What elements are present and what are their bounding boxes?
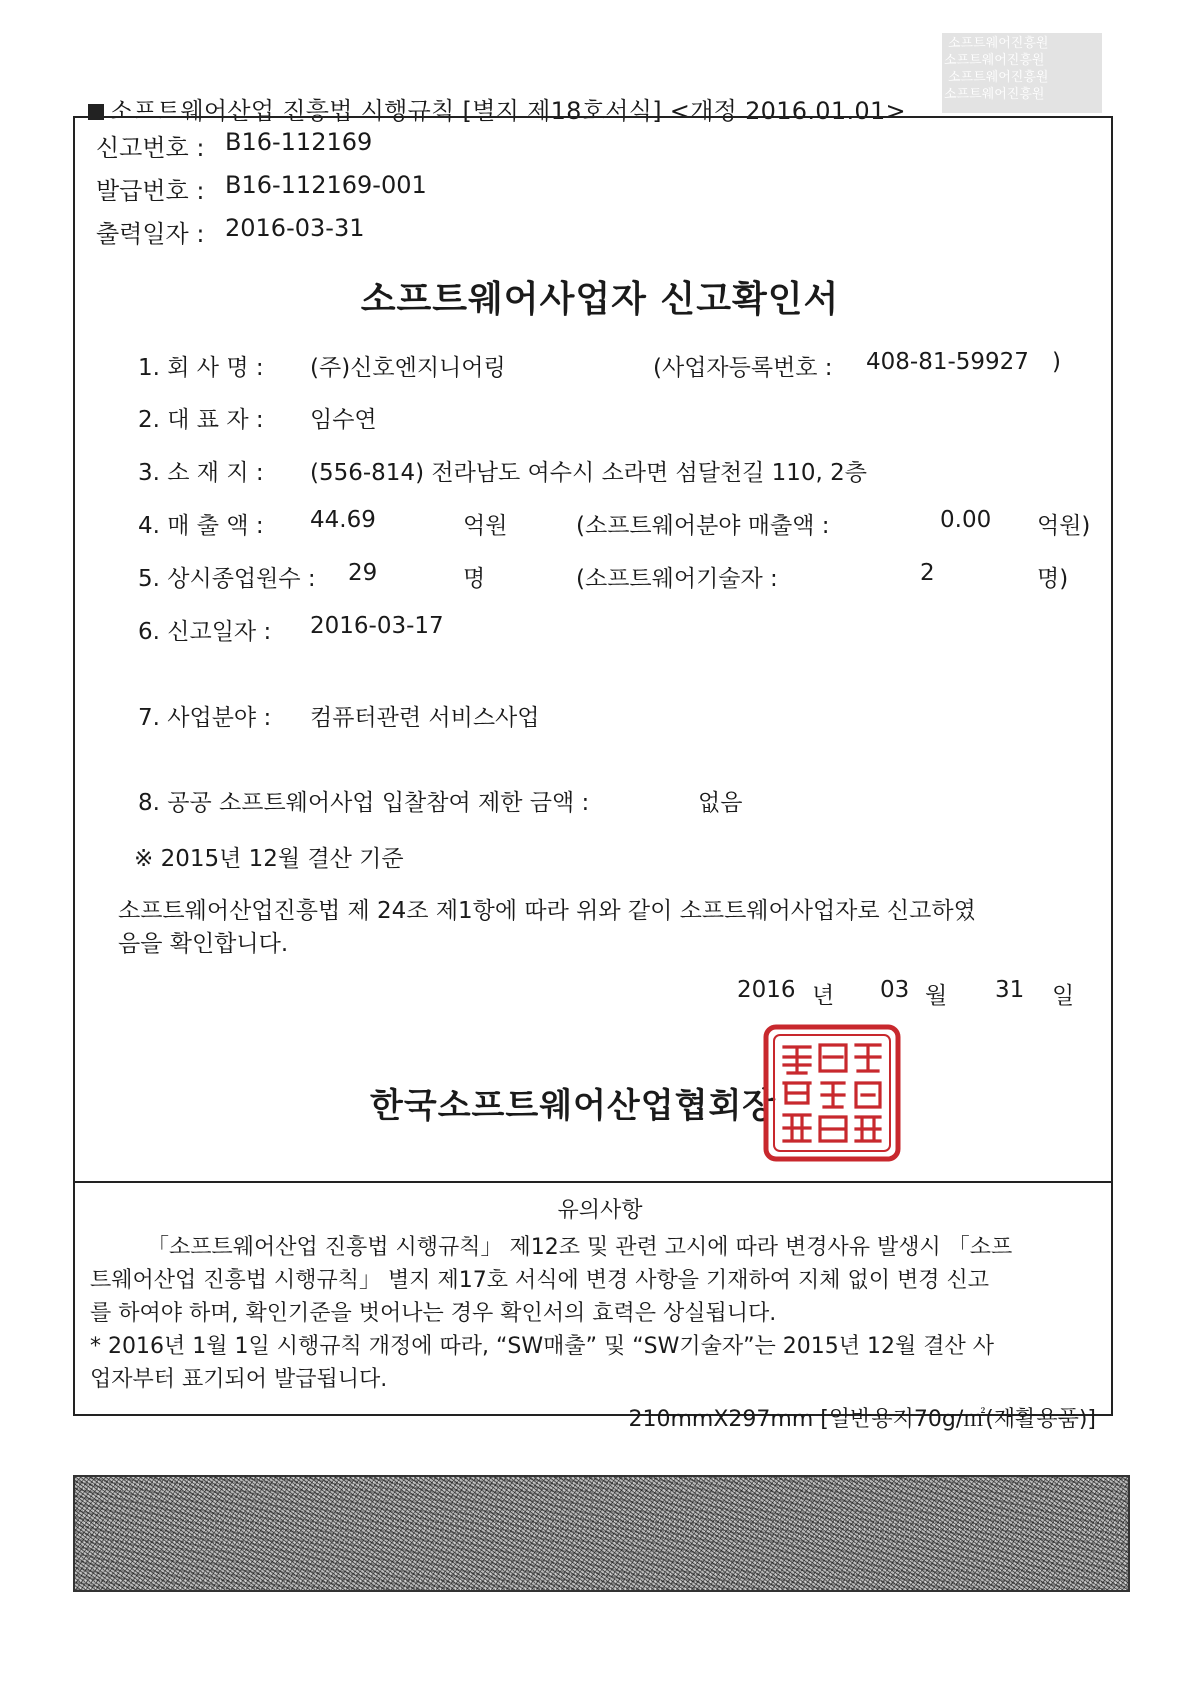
sw-tech-unit: 명) (1037, 566, 1069, 592)
report-number-value: B16-112169 (225, 128, 373, 156)
bid-limit-value: 없음 (698, 790, 743, 816)
report-date-label: 6. 신고일자 : (138, 619, 272, 645)
issue-month-unit: 월 (925, 983, 948, 1009)
registration-close: ) (1052, 349, 1061, 375)
issue-number-value: B16-112169-001 (225, 171, 427, 199)
report-number-label: 신고번호 : (96, 134, 205, 162)
employees-unit: 명 (463, 566, 486, 592)
business-field-value: 컴퓨터관련 서비스사업 (310, 705, 540, 731)
issue-year-unit: 년 (812, 983, 835, 1009)
revenue-value: 44.69 (310, 507, 376, 533)
sw-tech-label: (소프트웨어기술자 : (576, 566, 778, 592)
address-value: (556-814) 전라남도 여수시 소라면 섬달천길 110, 2층 (310, 460, 868, 486)
revenue-label: 4. 매 출 액 : (138, 513, 264, 539)
employees-value: 29 (348, 560, 378, 586)
representative-label: 2. 대 표 자 : (138, 407, 264, 433)
company-label: 1. 회 사 명 : (138, 355, 264, 381)
issue-month: 03 (880, 977, 910, 1003)
confirmation-line: 음을 확인합니다. (118, 931, 289, 957)
address-label: 3. 소 재 지 : (138, 460, 264, 486)
document-title: 소프트웨어사업자 신고확인서 (360, 279, 840, 320)
notice-line: 를 하여야 하며, 확인기준을 벗어나는 경우 확인서의 효력은 상실됩니다. (90, 1301, 777, 1326)
notice-line: 업자부터 표기되어 발급됩니다. (90, 1367, 388, 1392)
sw-revenue-value: 0.00 (940, 507, 992, 533)
business-field-label: 7. 사업분야 : (138, 705, 272, 731)
issue-day-unit: 일 (1052, 983, 1075, 1009)
form-header-text: 소프트웨어산업 진흥법 시행규칙 [별지 제18호서식] <개정 2016.01.01> (110, 97, 906, 125)
confirmation-line: 소프트웨어산업진흥법 제 24조 제1항에 따라 위와 같이 소프트웨어사업자로 신고하였 (118, 898, 976, 924)
notice-line: 트웨어산업 진흥법 시행규칙」 별지 제17호 서식에 변경 사항을 기재하여 지체 없이 변경 신고 (90, 1268, 989, 1293)
watermark-text: 소프트웨어진흥원 (948, 36, 1049, 51)
watermark-text: 소프트웨어진흥원 (948, 70, 1049, 85)
watermark-text: 소프트웨어진흥원 (944, 53, 1045, 68)
registration-label: (사업자등록번호 : (653, 355, 833, 381)
sw-revenue-label: (소프트웨어분야 매출액 : (576, 513, 830, 539)
issue-year: 2016 (737, 977, 796, 1003)
report-date-value: 2016-03-17 (310, 613, 444, 639)
notice-line: 「소프트웨어산업 진흥법 시행규칙」 제12조 및 관련 고시에 따라 변경사유 발생시 「소프 (147, 1235, 1013, 1260)
notice-title: 유의사항 (557, 1198, 643, 1223)
employees-label: 5. 상시종업원수 : (138, 566, 316, 592)
bid-limit-label: 8. 공공 소프트웨어사업 입찰참여 제한 금액 : (138, 790, 590, 816)
watermark-text: 소프트웨어진흥원 (944, 87, 1045, 102)
print-date-value: 2016-03-31 (225, 214, 365, 242)
sw-revenue-unit: 억원) (1037, 513, 1091, 539)
corner-watermark-stamp (942, 33, 1102, 113)
company-name: (주)신호엔지니어링 (310, 355, 506, 381)
revenue-unit: 억원 (463, 513, 508, 539)
security-pattern-band (73, 1475, 1130, 1592)
issuing-authority: 한국소프트웨어산업협회장 (370, 1086, 777, 1126)
issue-day: 31 (995, 977, 1025, 1003)
registration-number: 408-81-59927 (866, 349, 1029, 375)
notice-line: * 2016년 1월 1일 시행규칙 개정에 따라, “SW매출” 및 “SW기술자”는 2015년 12월 결산 사 (90, 1334, 994, 1359)
sw-tech-value: 2 (920, 560, 935, 586)
basis-note: ※ 2015년 12월 결산 기준 (134, 846, 404, 872)
paper-size-note: 210mmX297mm [일반용지70g/㎡(재활용품)] (628, 1407, 1096, 1432)
official-seal (762, 1023, 902, 1163)
print-date-label: 출력일자 : (96, 220, 205, 248)
notice-divider (73, 1181, 1113, 1183)
issue-number-label: 발급번호 : (96, 177, 205, 205)
representative-value: 임수연 (310, 407, 377, 433)
